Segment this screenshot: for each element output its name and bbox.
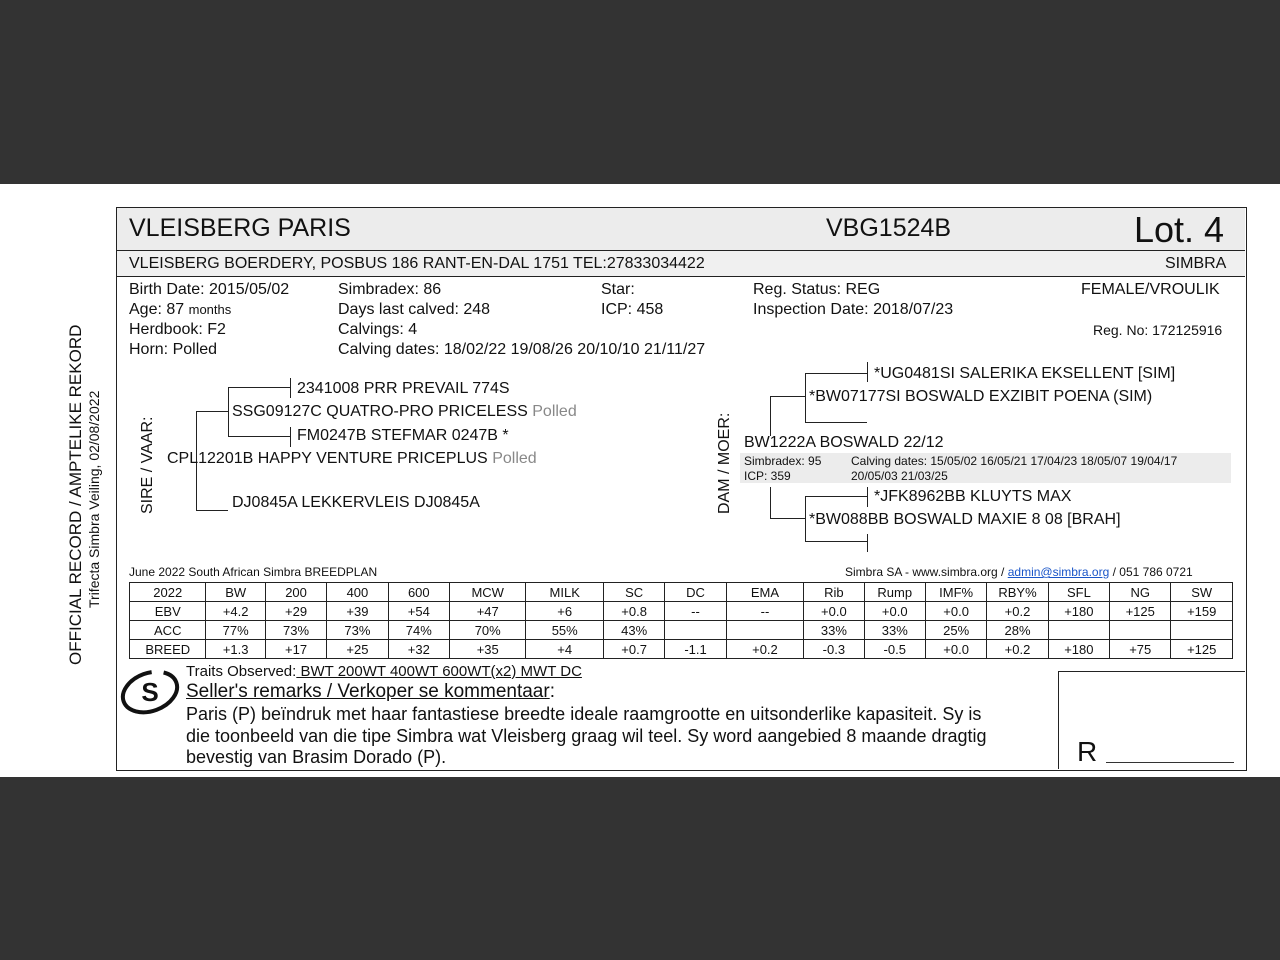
icp: ICP: 458 (601, 301, 664, 318)
remarks-line-1: Paris (P) beïndruk met haar fantastiese breedte ideale raamgrootte en uitsonderlike kapasiteit. Sy is (186, 704, 982, 724)
dam-tree-line (805, 541, 867, 542)
table-cell: +32 (388, 640, 449, 659)
table-cell: +0.0 (804, 602, 864, 621)
sire-tree-line (228, 436, 290, 437)
calving-dates: Calving dates: 18/02/22 19/08/26 20/10/10 21/11/27 (338, 341, 706, 358)
sire-tree-line (290, 378, 291, 398)
contact-prefix: Simbra SA - www.simbra.org / (845, 565, 1005, 579)
table-cell: -- (726, 602, 803, 621)
dam-dam: *BW088BB BOSWALD MAXIE 8 08 [BRAH] (809, 511, 1121, 528)
table-cell: +180 (1048, 640, 1109, 659)
dam-tree-line (805, 496, 867, 497)
table-cell: MCW (449, 583, 525, 602)
reg-status: Reg. Status: REG (753, 281, 881, 298)
table-cell: 43% (603, 621, 664, 640)
sire-tree-line (196, 411, 228, 412)
simbradex: Simbradex: 86 (338, 281, 442, 298)
table-cell: +75 (1110, 640, 1171, 659)
table-cell: +0.2 (726, 640, 803, 659)
table-cell: RBY% (987, 583, 1048, 602)
table-cell: +0.0 (925, 640, 986, 659)
table-cell: +17 (265, 640, 326, 659)
table-cell: +125 (1110, 602, 1171, 621)
table-cell: 400 (327, 583, 388, 602)
table-cell: SC (603, 583, 664, 602)
table-cell: +4 (526, 640, 603, 659)
table-cell: 73% (265, 621, 326, 640)
table-cell: +47 (449, 602, 525, 621)
table-cell: 33% (864, 621, 925, 640)
dam-sire-sire: *UG0481SI SALERIKA EKSELLENT [SIM] (874, 365, 1176, 382)
table-cell: 600 (388, 583, 449, 602)
owner-address: VLEISBERG BOERDERY, POSBUS 186 RANT-EN-DAL 1751 TEL:27833034422 (129, 255, 705, 272)
age-unit: months (188, 302, 232, 317)
table-cell: +35 (449, 640, 525, 659)
dam-tree-line (770, 396, 805, 397)
table-cell: +0.0 (925, 602, 986, 621)
lot-number: Lot. 4 (1134, 209, 1225, 250)
table-cell: +180 (1048, 602, 1109, 621)
table-cell: +29 (265, 602, 326, 621)
sire-name: CPL12201B HAPPY VENTURE PRICEPLUS (167, 450, 488, 467)
price-field[interactable] (1106, 762, 1234, 763)
table-cell: DC (665, 583, 726, 602)
sex: FEMALE/VROULIK (1081, 281, 1220, 298)
calvings: Calvings: 4 (338, 321, 418, 338)
table-cell: +0.7 (603, 640, 664, 659)
dam-tree-line (770, 396, 771, 436)
animal-name: VLEISBERG PARIS (129, 214, 351, 242)
dam-tree-line (770, 518, 805, 519)
row-label-cell: ACC (130, 621, 206, 640)
remarks-divider (1058, 671, 1245, 672)
remarks-title-text: Seller's remarks / Verkoper se kommentaar (186, 681, 550, 702)
breedplan-contact (845, 565, 1193, 579)
table-cell: 74% (388, 621, 449, 640)
table-cell: BW (206, 583, 265, 602)
table-cell: 77% (206, 621, 265, 640)
row-label-cell: BREED (130, 640, 206, 659)
sire-dam: DJ0845A LEKKERVLEIS DJ0845A (232, 494, 480, 511)
remarks-divider (1058, 671, 1059, 769)
days-last-calved: Days last calved: 248 (338, 301, 491, 318)
reg-number: Reg. No: 172125916 (1093, 322, 1223, 338)
ebv-row (130, 602, 1233, 621)
dam-tree-line (867, 362, 868, 382)
table-cell: +54 (388, 602, 449, 621)
horn: Horn: Polled (129, 341, 218, 358)
simbra-logo-icon (119, 668, 181, 716)
age-value: Age: 87 (129, 301, 185, 318)
ebv-table (129, 582, 1233, 659)
dam-tree-line (770, 487, 771, 519)
table-cell: 33% (804, 621, 864, 640)
sire-sire-name: SSG09127C QUATRO-PRO PRICELESS (232, 403, 528, 420)
sire-polled-tag: Polled (492, 450, 537, 467)
table-cell: Rib (804, 583, 864, 602)
sire-sire (232, 403, 577, 421)
table-cell: 70% (449, 621, 525, 640)
sire-tree-line (228, 387, 229, 437)
sire-tree-line (290, 427, 291, 447)
contact-email-link[interactable]: admin@simbra.org (1007, 565, 1110, 579)
table-cell: 200 (265, 583, 326, 602)
table-cell: 55% (526, 621, 603, 640)
row-label-cell: 2022 (130, 583, 206, 602)
simbra-logo-letter: S (141, 677, 159, 707)
table-cell: +0.8 (603, 602, 664, 621)
table-cell: +125 (1171, 640, 1233, 659)
dam-tree-line (805, 373, 806, 423)
remarks-title (186, 681, 555, 703)
table-cell: IMF% (925, 583, 986, 602)
sire-tree-line (196, 510, 228, 511)
table-cell: 73% (327, 621, 388, 640)
table-cell: +0.2 (987, 640, 1048, 659)
animal-code: VBG1524B (826, 214, 952, 242)
table-cell: +1.3 (206, 640, 265, 659)
remarks-title-colon: : (549, 681, 555, 702)
sire (167, 450, 537, 468)
dam-tree-line (805, 373, 867, 374)
traits-value: BWT 200WT 400WT 600WT(x2) MWT DC (296, 663, 582, 680)
sire-sire-polled-tag: Polled (532, 403, 577, 420)
dam-sire: *BW07177SI BOSWALD EXZIBIT POENA (SIM) (809, 388, 1153, 405)
dam-tree-line (805, 422, 867, 423)
table-cell: SW (1171, 583, 1233, 602)
breed-row (130, 640, 1233, 659)
table-cell: +159 (1171, 602, 1233, 621)
sire-sire-sire: 2341008 PRR PREVAIL 774S (297, 380, 510, 397)
table-cell: -1.1 (665, 640, 726, 659)
table-cell: -0.3 (804, 640, 864, 659)
table-cell: Rump (864, 583, 925, 602)
dam-tree-line (867, 487, 868, 507)
source-label: Trifecta Simbra Veiling, 02/08/2022 (86, 390, 102, 608)
birth-date: Birth Date: 2015/05/02 (129, 281, 290, 298)
table-cell: +0.2 (987, 602, 1048, 621)
traits-label: Traits Observed: (186, 663, 297, 680)
ebv-header-row (130, 583, 1233, 602)
table-cell (1110, 621, 1171, 640)
contact-suffix: / 051 786 0721 (1112, 565, 1193, 579)
dam-label: DAM / MOER: (716, 412, 733, 514)
table-cell: +0.0 (864, 602, 925, 621)
dam-icp: ICP: 359 (744, 469, 791, 483)
dam: BW1222A BOSWALD 22/12 (744, 434, 944, 451)
remarks-line-2: die toonbeeld van die tipe Simbra wat Vleisberg graag wil teel. Sy word aangebied 8 maande dragtig (186, 726, 987, 746)
herdbook: Herdbook: F2 (129, 321, 226, 338)
dam-tree-line (867, 534, 868, 552)
dam-calving-dates-cont: 20/05/03 21/03/25 (851, 469, 948, 483)
age (129, 301, 231, 319)
table-cell (726, 621, 803, 640)
table-cell: +4.2 (206, 602, 265, 621)
price-label: R (1077, 736, 1098, 767)
dam-calving-dates: Calving dates: 15/05/02 16/05/21 17/04/23 18/05/07 19/04/17 (851, 454, 1178, 468)
table-cell (1048, 621, 1109, 640)
table-cell: +6 (526, 602, 603, 621)
sire-label: SIRE / VAAR: (139, 416, 156, 514)
breed-name: SIMBRA (1165, 255, 1227, 272)
table-cell: EMA (726, 583, 803, 602)
table-cell (1171, 621, 1233, 640)
traits-observed (186, 663, 582, 680)
table-cell: MILK (526, 583, 603, 602)
table-cell: NG (1110, 583, 1171, 602)
dam-dam-sire: *JFK8962BB KLUYTS MAX (874, 488, 1072, 505)
table-cell: SFL (1048, 583, 1109, 602)
table-cell: -0.5 (864, 640, 925, 659)
dam-simbradex: Simbradex: 95 (744, 454, 822, 468)
official-record-label: OFFICIAL RECORD / AMPTELIKE REKORD (66, 324, 85, 665)
acc-row (130, 621, 1233, 640)
table-cell: +25 (327, 640, 388, 659)
sire-sire-dam: FM0247B STEFMAR 0247B * (297, 427, 509, 444)
table-cell: -- (665, 602, 726, 621)
dam-tree-line (805, 496, 806, 542)
simbra-logo (119, 668, 181, 716)
row-label-cell: EBV (130, 602, 206, 621)
sire-tree-line (228, 387, 290, 388)
table-cell: 28% (987, 621, 1048, 640)
table-cell: 25% (925, 621, 986, 640)
table-cell: +39 (327, 602, 388, 621)
remarks-line-3: bevestig van Brasim Dorado (P). (186, 747, 447, 767)
inspection-date: Inspection Date: 2018/07/23 (753, 301, 954, 318)
star: Star: (601, 281, 635, 298)
table-cell (665, 621, 726, 640)
breedplan-title: June 2022 South African Simbra BREEDPLAN (129, 565, 378, 579)
